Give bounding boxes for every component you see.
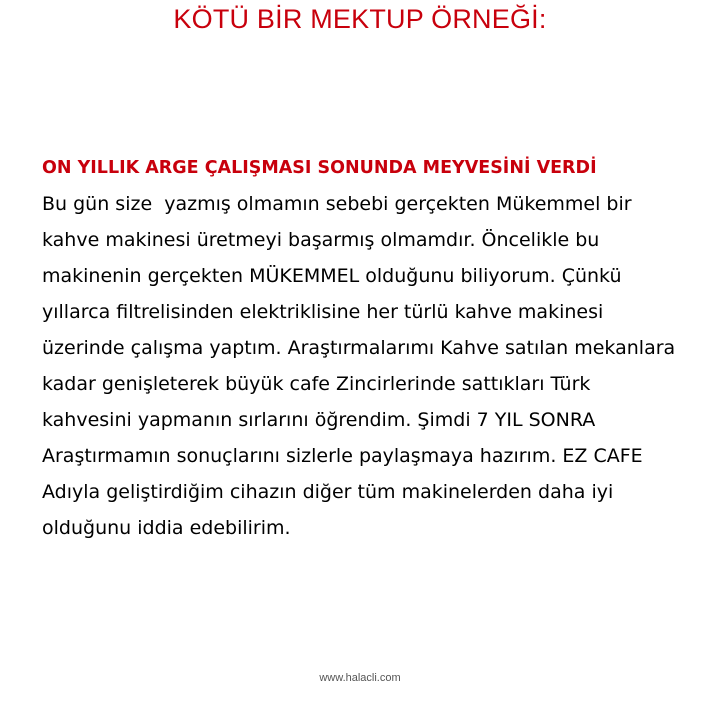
letter-line: kahvesini yapmanın sırlarını öğrendim. Şimdi 7 YIL SONRA [42,409,596,431]
letter-line: kahve makinesi üretmeyi başarmış olmamdır. Öncelikle bu [42,229,600,251]
letter-line: kadar genişleterek büyük cafe Zincirlerinde sattıkları Türk [42,373,591,395]
slide-title: KÖTÜ BİR MEKTUP ÖRNEĞİ: [173,4,547,34]
footer-url: www.halacli.com [319,672,401,684]
letter-heading: ON YILLIK ARGE ÇALIŞMASI SONUNDA MEYVESİNİ VERDİ [42,158,597,178]
letter-line: yıllarca filtrelisinden elektriklisine her türlü kahve makinesi [42,301,604,323]
letter-body [42,150,718,546]
letter-line: Araştırmamın sonuçlarını sizlerle paylaşmaya hazırım. EZ CAFE [42,445,643,467]
letter-line: Bu gün size yazmış olmamın sebebi gerçekten Mükemmel bir [42,193,632,215]
letter-line: olduğunu iddia edebilirim. [42,517,291,539]
letter-line: üzerinde çalışma yaptım. Araştırmalarımı Kahve satılan mekanlara [42,337,676,359]
letter-line: makinenin gerçekten MÜKEMMEL olduğunu biliyorum. Çünkü [42,265,622,287]
letter-line: Adıyla geliştirdiğim cihazın diğer tüm makinelerden daha iyi [42,481,614,503]
